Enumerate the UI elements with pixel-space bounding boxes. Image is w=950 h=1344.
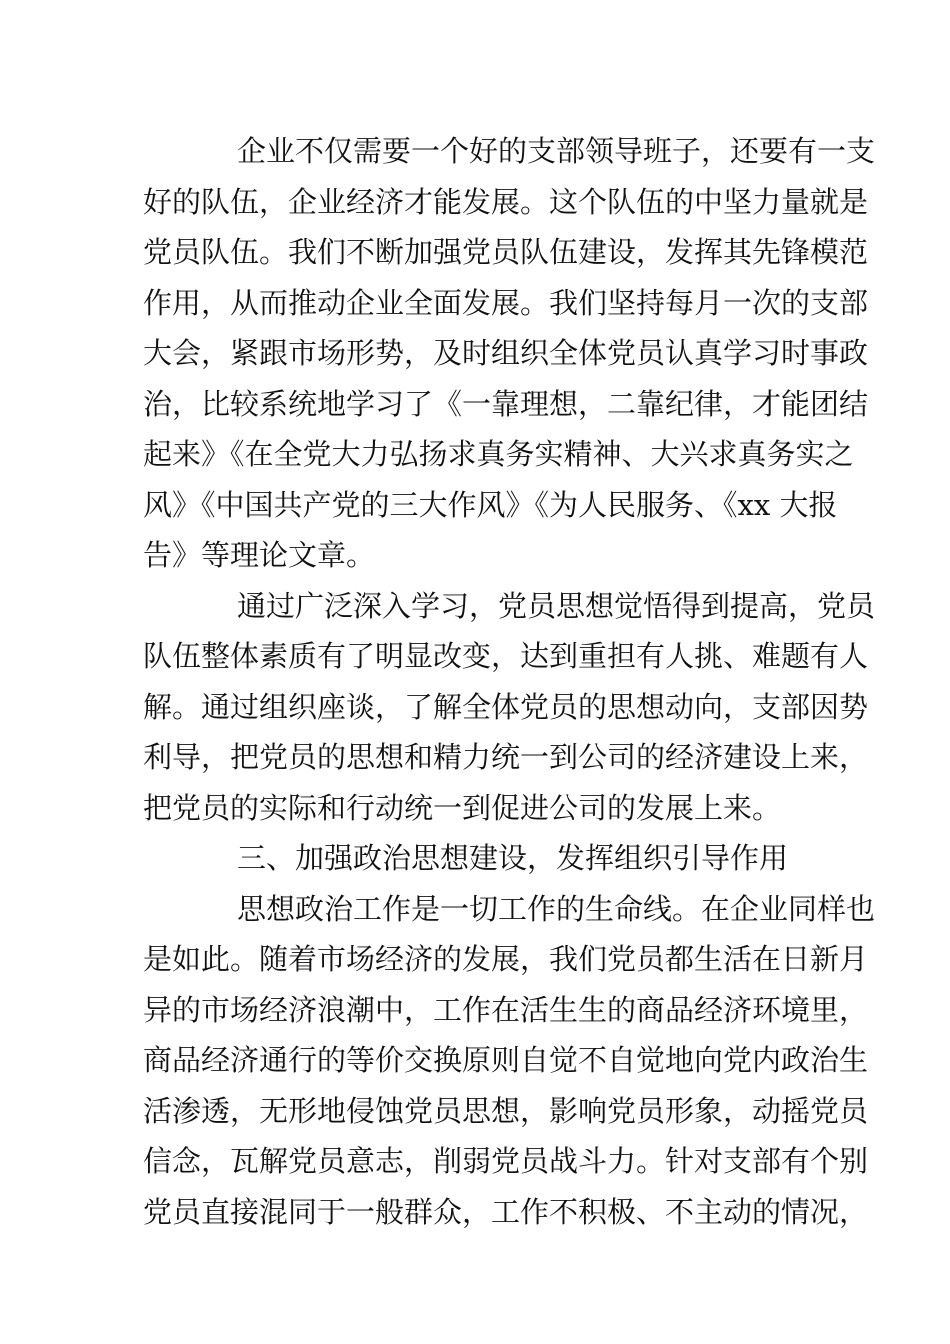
- paragraph-line: 治，比较系统地学习了《一靠理想，二靠纪律，才能团结: [143, 386, 869, 421]
- paragraph-line: 是如此。随着市场经济的发展，我们党员都生活在日新月: [143, 942, 869, 976]
- paragraph-line: 利导，把党员的思想和精力统一到公司的经济建设上来，: [143, 740, 869, 774]
- section-heading: [143, 833, 809, 884]
- paragraph-line: 好的队伍，企业经济才能发展。这个队伍的中坚力量就是: [143, 184, 869, 219]
- paragraph-line: 把党员的实际和行动统一到促进公司的发展上来。: [143, 790, 782, 825]
- paragraph-line: 队伍整体素质有了明显改变，达到重担有人挑、难题有人: [143, 639, 869, 673]
- paragraph-line: 党员队伍。我们不断加强党员队伍建设，发挥其先锋模范: [143, 235, 869, 269]
- paragraph-line: 解。通过组织座谈，了解全体党员的思想动向，支部因势: [143, 689, 869, 724]
- paragraph-line: 信念，瓦解党员意志，削弱党员战斗力。针对支部有个别: [143, 1144, 869, 1178]
- paragraph-line: 异的市场经济浪潮中，工作在活生生的商品经济环境里，: [143, 992, 869, 1027]
- paragraph-line: 大会，紧跟市场形势，及时组织全体党员认真学习时事政: [143, 336, 869, 370]
- paragraph-line: 风》《中国共产党的三大作风》《为人民服务、《xx 大报: [143, 487, 838, 522]
- paragraph-line: 通过广泛深入学习，党员思想觉悟得到提高，党员: [237, 588, 876, 623]
- paragraph-line: 活渗透，无形地侵蚀党员思想，影响党员形象，动摇党员: [143, 1093, 869, 1128]
- paragraph-1: [143, 126, 876, 581]
- paragraph-line: 告》等理论文章。: [143, 538, 376, 572]
- paragraph-line: 思想政治工作是一切工作的生命线。在企业同样也: [237, 891, 876, 926]
- paragraph-line: 作用，从而推动企业全面发展。我们坚持每月一次的支部: [143, 285, 869, 320]
- paragraph-line: 起来》《在全党大力弘扬求真务实精神、大兴求真务实之: [143, 437, 854, 471]
- paragraph-line: 党员直接混同于一般群众，工作不积极、不主动的情况，: [143, 1194, 869, 1229]
- paragraph-line: 企业不仅需要一个好的支部领导班子，还要有一支: [237, 134, 876, 168]
- paragraph-2: [143, 581, 876, 834]
- paragraph-line: 商品经济通行的等价交换原则自觉不自觉地向党内政治生: [143, 1043, 869, 1077]
- heading-line: 三、加强政治思想建设，发挥组织引导作用: [237, 841, 789, 875]
- paragraph-3: [143, 884, 876, 1238]
- document-body: [143, 126, 876, 1237]
